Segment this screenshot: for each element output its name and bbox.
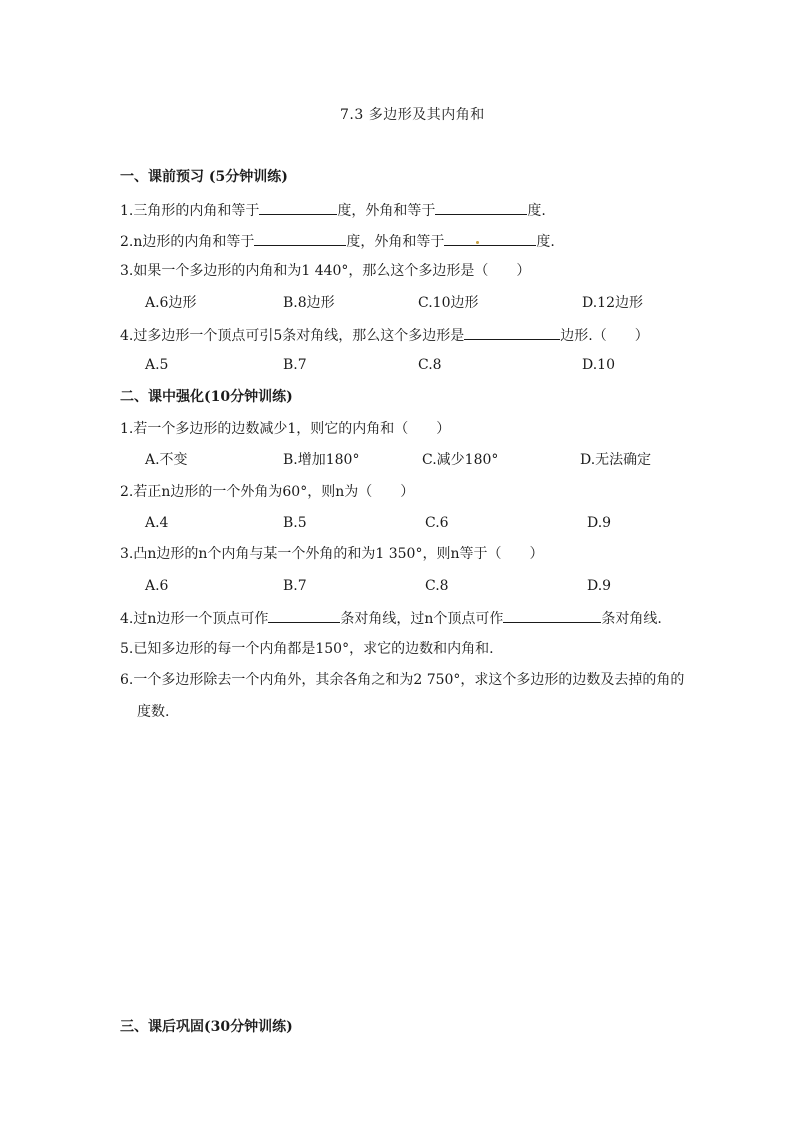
mid-q4-text-b: 条对角线，过n个顶点可作 [340, 611, 504, 627]
pre-question-4 [120, 325, 649, 345]
mid-question-3: 3.凸n边形的n个内角与某一个外角的和为1 350°，则n等于（ ） [120, 546, 544, 562]
mid-q4-text-a: 4.过n边形一个顶点可作 [120, 611, 269, 627]
mid-q3-option-d[interactable]: D.9 [587, 578, 612, 594]
mid-question-6-line-2: 度数. [137, 704, 170, 720]
pre-q3-option-b[interactable]: B.8边形 [283, 295, 335, 311]
mid-question-5: 5.已知多边形的每一个内角都是150°，求它的边数和内角和. [120, 641, 494, 657]
mid-q1-option-d[interactable]: D.无法确定 [580, 452, 652, 468]
pre-q3-option-a[interactable]: A.6边形 [145, 295, 197, 311]
mid-q4-blank-2[interactable] [503, 608, 601, 623]
pre-q4-option-a[interactable]: A.5 [145, 357, 169, 373]
section-2-heading: 二、课中强化(10分钟训练) [120, 389, 293, 405]
mid-q4-blank-1[interactable] [268, 608, 340, 623]
pre-question-1 [120, 200, 546, 220]
mid-q3-option-a[interactable]: A.6 [145, 578, 169, 594]
pre-question-3: 3.如果一个多边形的内角和为1 440°，那么这个多边形是（ ） [120, 263, 531, 279]
page-title: 7.3 多边形及其内角和 [340, 107, 485, 123]
pre-q1-text-c: 度. [527, 203, 546, 219]
mid-question-2: 2.若正n边形的一个外角为60°，则n为（ ） [120, 484, 415, 500]
pre-q1-blank-2[interactable] [435, 200, 527, 215]
pre-q4-text-a: 4.过多边形一个顶点可引5条对角线，那么这个多边形是 [120, 328, 465, 344]
pre-q2-text-c: 度. [536, 234, 555, 250]
pre-q2-text-b: 度，外角和等于 [346, 234, 445, 250]
mid-q2-option-a[interactable]: A.4 [145, 515, 169, 531]
pre-q1-blank-1[interactable] [259, 200, 337, 215]
section-3-heading: 三、课后巩固(30分钟训练) [120, 1019, 293, 1035]
pre-q4-option-c[interactable]: C.8 [418, 357, 442, 373]
pre-q3-option-d[interactable]: D.12边形 [582, 295, 643, 311]
pre-q2-blank-1[interactable] [254, 231, 346, 246]
mid-q1-option-c[interactable]: C.减少180° [422, 452, 499, 468]
mid-q2-option-c[interactable]: C.6 [425, 515, 449, 531]
mid-q1-option-b[interactable]: B.增加180° [283, 452, 360, 468]
pre-question-2 [120, 231, 555, 251]
pre-q1-text-a: 1.三角形的内角和等于 [120, 203, 260, 219]
pre-q1-text-b: 度，外角和等于 [337, 203, 436, 219]
mid-q3-option-c[interactable]: C.8 [425, 578, 449, 594]
pre-q2-blank-2[interactable] [444, 231, 536, 246]
mid-q2-option-d[interactable]: D.9 [587, 515, 612, 531]
mid-q2-option-b[interactable]: B.5 [283, 515, 307, 531]
mid-question-4 [120, 608, 662, 628]
mid-question-1: 1.若一个多边形的边数减少1，则它的内角和（ ） [120, 421, 451, 437]
mid-q1-option-a[interactable]: A.不变 [145, 452, 188, 468]
pre-q4-option-d[interactable]: D.10 [582, 357, 615, 373]
section-1-heading: 一、课前预习 (5分钟训练) [120, 169, 288, 185]
mid-q3-option-b[interactable]: B.7 [283, 578, 307, 594]
mid-q4-text-c: 条对角线. [601, 611, 662, 627]
mid-question-6-line-1: 6.一个多边形除去一个内角外，其余各角之和为2 750°，求这个多边形的边数及去掉的角的 [120, 672, 685, 688]
pre-q4-option-b[interactable]: B.7 [283, 357, 307, 373]
pre-q2-text-a: 2.n边形的内角和等于 [120, 234, 255, 250]
pre-q4-text-b: 边形.（ ） [560, 328, 649, 344]
pre-q3-option-c[interactable]: C.10边形 [418, 295, 479, 311]
pre-q4-blank[interactable] [464, 325, 560, 340]
